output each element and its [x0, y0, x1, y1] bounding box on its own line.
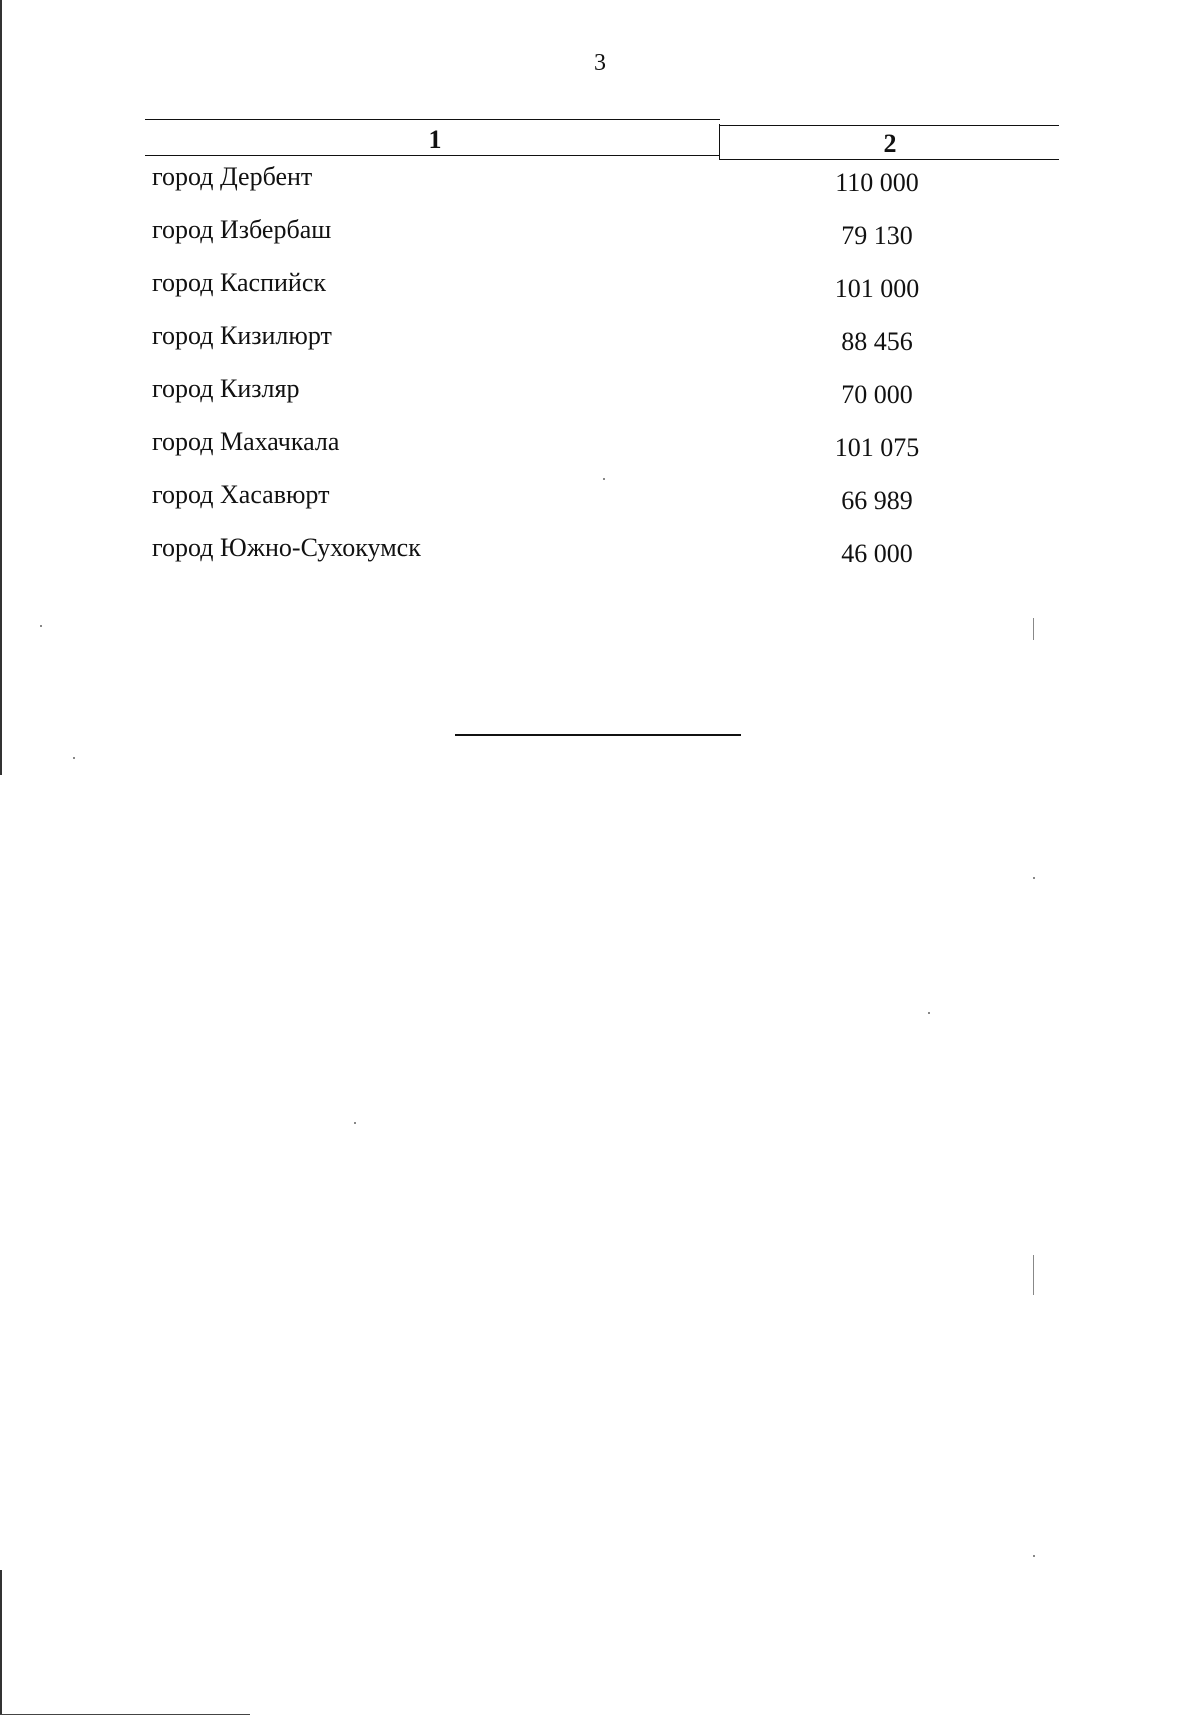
- row-value: 110 000: [835, 168, 919, 197]
- row-value: 101 075: [834, 433, 920, 462]
- row-city-name: город Южно-Сухокумск: [152, 533, 421, 562]
- table-row: [152, 427, 952, 480]
- table-column-header-1: 1: [428, 125, 442, 154]
- table-column-header-2: 2: [883, 129, 897, 158]
- row-value: 46 000: [841, 539, 913, 568]
- row-value: 79 130: [841, 221, 913, 250]
- table-row: [152, 374, 952, 427]
- scan-speck: [73, 757, 75, 759]
- table-body: [152, 162, 952, 586]
- row-city-name: город Хасавюрт: [152, 480, 330, 509]
- scan-speck: [1033, 1255, 1034, 1295]
- scan-edge-left-bottom: [0, 1570, 2, 1715]
- table-row: [152, 321, 952, 374]
- row-value: 88 456: [841, 327, 913, 356]
- scan-speck: [354, 1122, 356, 1124]
- row-city-name: город Махачкала: [152, 427, 340, 456]
- scan-speck: [603, 478, 605, 480]
- scan-speck: [1033, 618, 1034, 640]
- row-city-name: город Кизилюрт: [152, 321, 332, 350]
- document-end-rule: [455, 734, 741, 736]
- row-city-name: город Каспийск: [152, 268, 326, 297]
- scan-edge-left-top: [0, 0, 2, 775]
- scan-speck: [1033, 1555, 1035, 1557]
- table-row: [152, 533, 952, 586]
- table-row: [152, 162, 952, 215]
- scan-speck: [928, 1012, 930, 1014]
- table-row: [152, 215, 952, 268]
- table-header-rule-right: [719, 159, 1059, 160]
- table-top-rule-left: [145, 119, 720, 120]
- row-city-name: город Кизляр: [152, 374, 300, 403]
- table-column-divider: [719, 124, 720, 159]
- row-value: 66 989: [841, 486, 913, 515]
- table-header-rule-left: [145, 155, 720, 156]
- row-value: 70 000: [841, 380, 913, 409]
- table-row: [152, 268, 952, 321]
- table-row: [152, 480, 952, 533]
- table-top-rule-right: [719, 125, 1059, 126]
- scan-speck: [1033, 877, 1035, 879]
- row-city-name: город Избербаш: [152, 215, 332, 244]
- scan-speck: [40, 625, 42, 627]
- row-city-name: город Дербент: [152, 162, 313, 191]
- page-number: 3: [594, 50, 606, 76]
- row-value: 101 000: [834, 274, 920, 303]
